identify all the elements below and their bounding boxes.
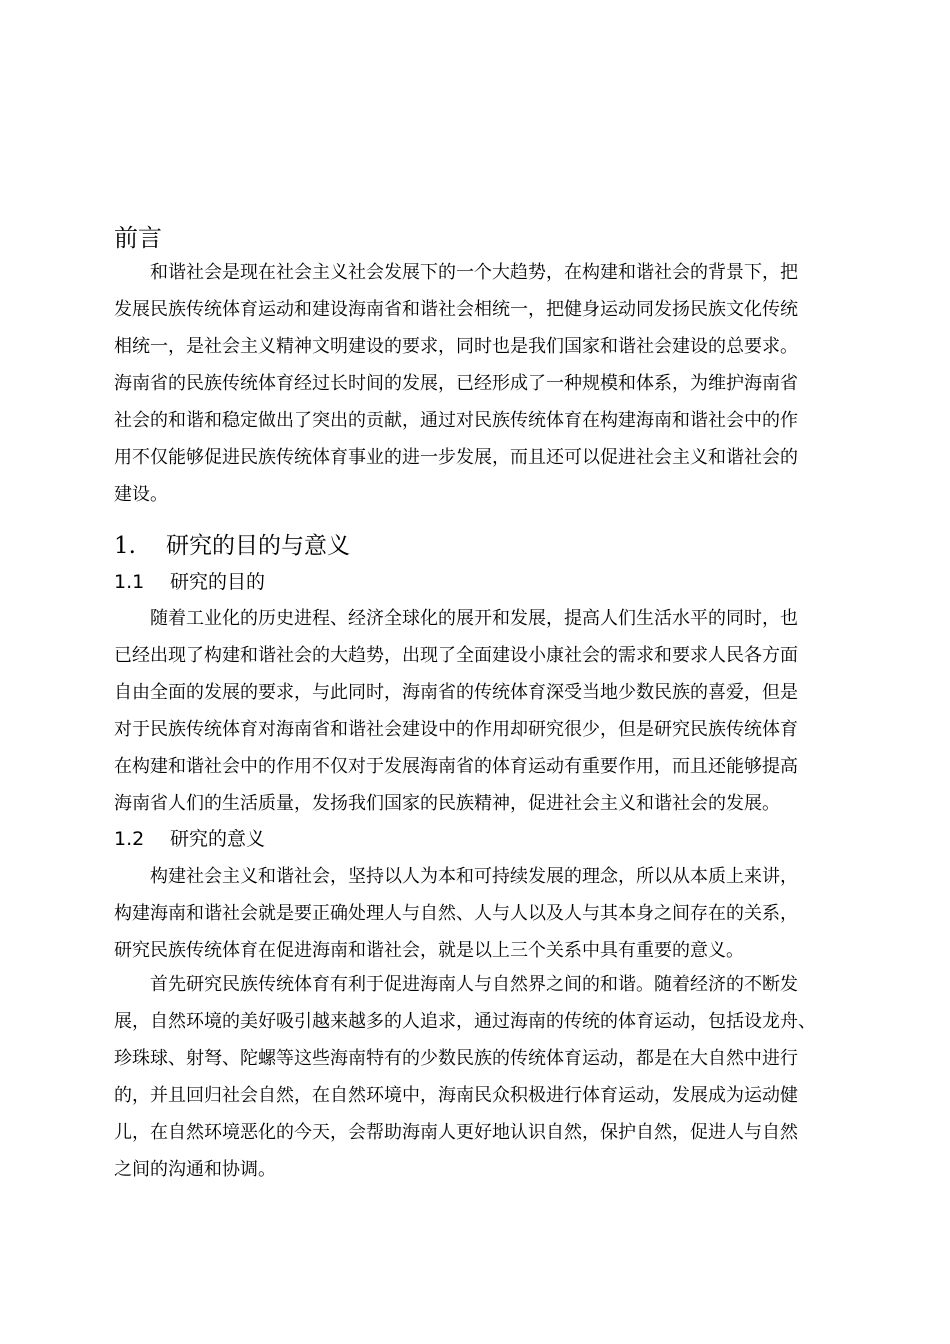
section-1-1-line: 已经出现了构建和谐社会的大趋势，出现了全面建设小康社会的需求和要求人民各方面 <box>114 645 798 666</box>
preface-line: 建设。 <box>114 484 168 505</box>
preface-heading: 前言 <box>114 224 162 252</box>
section-1-1-title: 研究的目的 <box>170 571 266 593</box>
section-1-1-line: 在构建和谐社会中的作用不仅对于发展海南省的体育运动有重要作用，而且还能够提高 <box>114 756 798 777</box>
section-1-1-line: 对于民族传统体育对海南省和谐社会建设中的作用却研究很少，但是研究民族传统体育 <box>114 719 798 740</box>
preface-line: 发展民族传统体育运动和建设海南省和谐社会相统一，把健身运动同发扬民族文化传统 <box>114 299 798 320</box>
section-1-1-number: 1.1 <box>114 571 145 593</box>
section-1-1-line: 海南省人们的生活质量，发扬我们国家的民族精神，促进社会主义和谐社会的发展。 <box>114 793 780 814</box>
section-1-2-heading <box>114 826 265 852</box>
section-1-2-line: 构建社会主义和谐社会，坚持以人为本和可持续发展的理念，所以从本质上来讲， <box>114 866 798 887</box>
section-1-2-line: 的，并且回归社会自然，在自然环境中，海南民众积极进行体育运动，发展成为运动健 <box>114 1085 798 1106</box>
section-1-2-line: 构建海南和谐社会就是要正确处理人与自然、人与人以及人与其本身之间存在的关系， <box>114 903 798 924</box>
section-1-title: 研究的目的与意义 <box>166 533 350 559</box>
section-1-2-line: 首先研究民族传统体育有利于促进海南人与自然界之间的和谐。随着经济的不断发 <box>114 974 798 995</box>
preface-line: 社会的和谐和稳定做出了突出的贡献，通过对民族传统体育在构建海南和谐社会中的作 <box>114 410 798 431</box>
section-1-1-line: 随着工业化的历史进程、经济全球化的展开和发展，提高人们生活水平的同时，也 <box>114 608 798 629</box>
section-1-number: 1. <box>114 533 136 559</box>
section-1-2-line: 研究民族传统体育在促进海南和谐社会，就是以上三个关系中具有重要的意义。 <box>114 940 744 961</box>
section-1-2-number: 1.2 <box>114 828 145 850</box>
preface-line: 用不仅能够促进民族传统体育事业的进一步发展，而且还可以促进社会主义和谐社会的 <box>114 447 798 468</box>
section-1-1-heading <box>114 569 265 595</box>
preface-line: 海南省的民族传统体育经过长时间的发展，已经形成了一种规模和体系，为维护海南省 <box>114 373 798 394</box>
preface-line: 相统一，是社会主义精神文明建设的要求，同时也是我们国家和谐社会建设的总要求。 <box>114 336 798 357</box>
section-1-2-line: 展，自然环境的美好吸引越来越多的人追求，通过海南的传统的体育运动，包括设龙舟、 <box>114 1011 816 1032</box>
section-1-2-line: 珍珠球、射弩、陀螺等这些海南特有的少数民族的传统体育运动，都是在大自然中进行 <box>114 1048 798 1069</box>
section-1-2-line: 儿，在自然环境恶化的今天，会帮助海南人更好地认识自然，保护自然，促进人与自然 <box>114 1122 798 1143</box>
section-1-2-title: 研究的意义 <box>170 828 266 850</box>
section-1-1-line: 自由全面的发展的要求，与此同时，海南省的传统体育深受当地少数民族的喜爱，但是 <box>114 682 798 703</box>
section-1-2-line: 之间的沟通和协调。 <box>114 1159 276 1180</box>
preface-line: 和谐社会是现在社会主义社会发展下的一个大趋势，在构建和谐社会的背景下，把 <box>114 262 798 283</box>
section-1-heading <box>114 531 350 561</box>
